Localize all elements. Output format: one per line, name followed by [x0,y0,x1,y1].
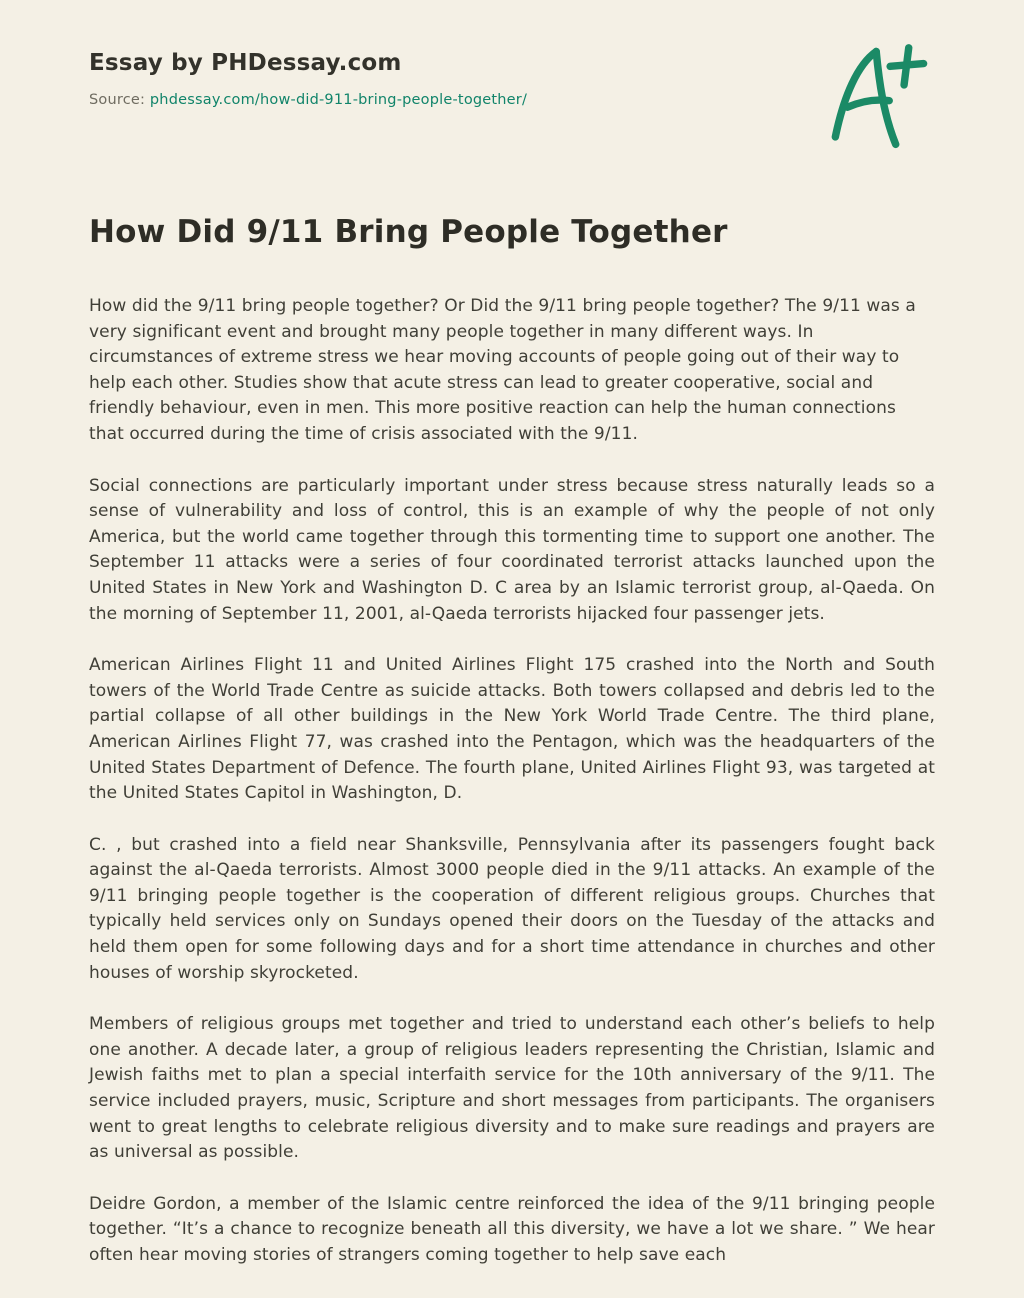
source-line [89,92,527,108]
essay-paragraph-2: Social connections are particularly important under stress because stress naturally leads so a sense of vulnerability and loss of control, this is an example of why the people of not only America, but the world came together through this tormenting time to support one another. The September 11 attacks were a series of four coordinated terrorist attacks launched upon the United States in New York and Washington D. C area by an Islamic terrorist group, al-Qaeda. On the morning of September 11, 2001, al-Qaeda terrorists hijacked four passenger jets. [89,475,935,624]
essay-paragraph-6: Deidre Gordon, a member of the Islamic centre reinforced the idea of the 9/11 bringing people together. “It’s a chance to recognize beneath all this diversity, we have a lot we share. ” We hear often hear moving stories of strangers coming together to help save each [89,1193,935,1265]
brand-title: Essay by PHDessay.com [89,50,402,76]
a-plus-logo [827,42,931,156]
a-plus-logo-icon [827,137,931,156]
page-header [89,50,935,156]
essay-title: How Did 9/11 Bring People Together [89,214,728,250]
essay-body [89,294,935,1269]
essay-paragraph-1: How did the 9/11 bring people together? Or Did the 9/11 bring people together? The 9/11 was a very significant event and brought many people together in many different ways. In circumstances of extreme stress we hear moving accounts of people going out of their way to help each other. Studies show that acute stress can lead to greater cooperative, social and friendly behaviour, even in men. This more positive reaction can help the human connections that occurred during the time of crisis associated with the 9/11. [89,296,916,444]
essay-paragraph-4: C. , but crashed into a field near Shanksville, Pennsylvania after its passengers fought back against the al-Qaeda terrorists. Almost 3000 people died in the 9/11 attacks. An example of the 9/11 bringing people together is the cooperation of different religious groups. Churches that typically held services only on Sundays opened their doors on the Tuesday of the attacks and held them open for some following days and for a short time attendance in churches and other houses of worship skyrocketed. [89,834,935,983]
source-link[interactable]: phdessay.com/how-did-911-bring-people-together/ [149,92,528,108]
source-label: Source: [89,92,146,108]
essay-paragraph-3: American Airlines Flight 11 and United Airlines Flight 175 crashed into the North and South towers of the World Trade Centre as suicide attacks. Both towers collapsed and debris led to the partial collapse of all other buildings in the New York World Trade Centre. The third plane, American Airlines Flight 77, was crashed into the Pentagon, which was the headquarters of the United States Department of Defence. The fourth plane, United Airlines Flight 93, was targeted at the United States Capitol in Washington, D. [89,655,935,804]
header-left [89,50,527,108]
essay-paragraph-5: Members of religious groups met together and tried to understand each other’s beliefs to help one another. A decade later, a group of religious leaders representing the Christian, Islamic and Jewish faiths met to plan a special interfaith service for the 10th anniversary of the 9/11. The service included prayers, music, Scripture and short messages from participants. The organisers went to great lengths to celebrate religious diversity and to make sure readings and prayers are as universal as possible. [89,1014,935,1163]
